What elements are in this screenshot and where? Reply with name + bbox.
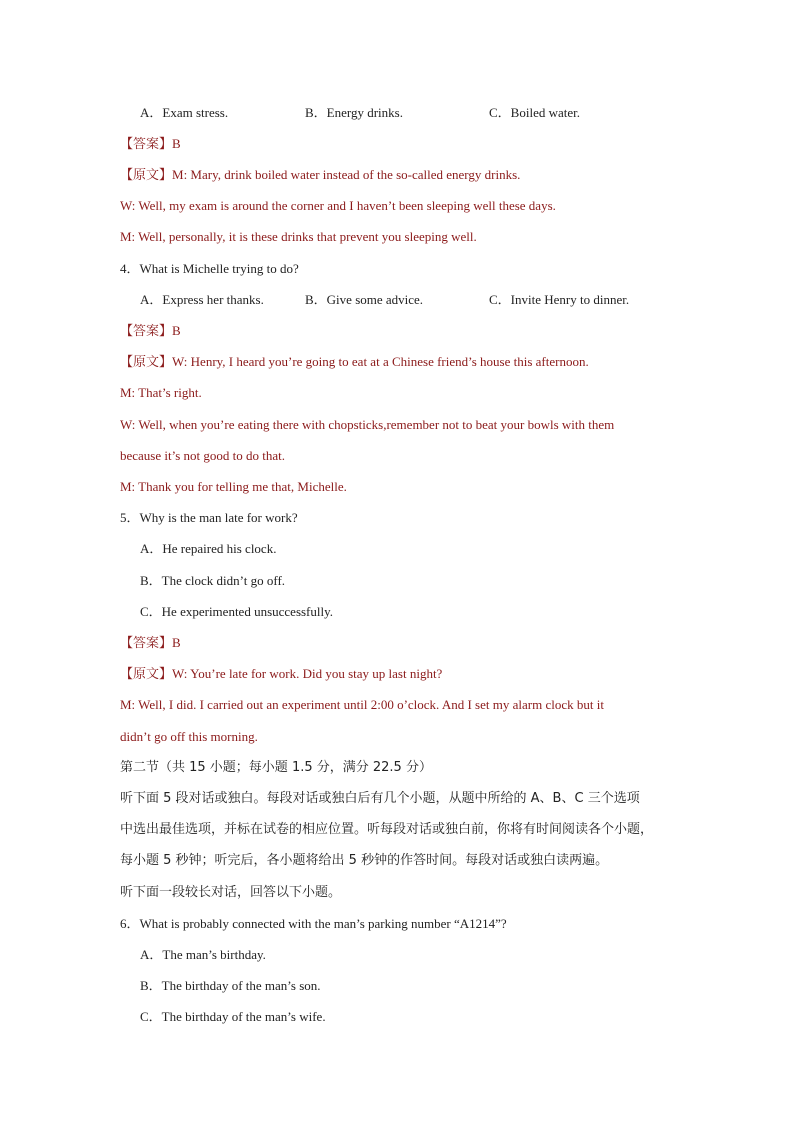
q3-script-line-3: M: Well, personally, it is these drinks that prevent you sleeping well. (120, 229, 477, 244)
answer-tag: 【答案】 (120, 324, 173, 339)
script-tag: 【原文】 (120, 168, 173, 183)
q6-option-a: A．The man’s birthday. (140, 947, 266, 962)
q5-script-line-1 (120, 666, 442, 683)
q5-question: 5．Why is the man late for work? (120, 510, 298, 525)
q4-script-line-1 (120, 354, 589, 371)
section2-lead: 听下面一段较长对话，回答以下小题。 (120, 885, 342, 900)
answer-tag: 【答案】 (120, 636, 173, 651)
script-tag: 【原文】 (120, 667, 173, 682)
q4-script-line-2: M: That’s right. (120, 385, 202, 400)
q4-option-c: C．Invite Henry to dinner. (489, 292, 630, 307)
q5-option-b: B．The clock didn’t go off. (140, 573, 286, 588)
q5-option-a: A．He repaired his clock. (140, 541, 277, 556)
q6-option-c: C．The birthday of the man’s wife. (140, 1009, 326, 1024)
section2-instruction-1: 听下面 5 段对话或独白。每段对话或独白后有几个小题，从题中所给的 A、B、C 三个选项 (120, 791, 640, 806)
q6-option-b: B．The birthday of the man’s son. (140, 978, 321, 993)
q3-script-line-1 (120, 167, 520, 184)
script-tag: 【原文】 (120, 355, 173, 370)
script-text: M: Mary, drink boiled water instead of the so-called energy drinks. (172, 167, 521, 182)
q4-option-a: A．Express her thanks. (140, 292, 264, 307)
q4-question: 4．What is Michelle trying to do? (120, 261, 299, 276)
q6-question: 6．What is probably connected with the man’s parking number “A1214”? (120, 916, 507, 931)
q4-script-line-5: M: Thank you for telling me that, Michelle. (120, 479, 347, 494)
section2-instruction-3: 每小题 5 秒钟；听完后，各小题将给出 5 秒钟的作答时间。每段对话或独白读两遍。 (120, 853, 609, 868)
q5-answer-line (120, 635, 181, 652)
answer-tag: 【答案】 (120, 137, 173, 152)
section2-instruction-2: 中选出最佳选项，并标在试卷的相应位置。听每段对话或独白前，你将有时间阅读各个小题， (120, 822, 654, 837)
answer-value: B (172, 635, 181, 650)
q3-option-a: A．Exam stress. (140, 105, 229, 120)
q4-script-line-3: W: Well, when you’re eating there with chopsticks,remember not to beat your bowls with them (120, 417, 615, 432)
q5-script-line-3: didn’t go off this morning. (120, 729, 258, 744)
q4-answer-line (120, 323, 181, 340)
answer-value: B (172, 323, 181, 338)
q5-script-line-2: M: Well, I did. I carried out an experiment until 2:00 o’clock. And I set my alarm clock but it (120, 697, 604, 712)
q5-option-c: C．He experimented unsuccessfully. (140, 604, 334, 619)
script-text: W: Henry, I heard you’re going to eat at a Chinese friend’s house this afternoon. (172, 354, 589, 369)
q4-option-b: B．Give some advice. (305, 292, 424, 307)
q3-script-line-2: W: Well, my exam is around the corner and I haven’t been sleeping well these days. (120, 198, 556, 213)
q4-script-line-4: because it’s not good to do that. (120, 448, 286, 463)
q3-option-b: B．Energy drinks. (305, 105, 403, 120)
answer-value: B (172, 136, 181, 151)
section2-heading: 第二节（共 15 小题；每小题 1.5 分，满分 22.5 分） (120, 760, 432, 775)
script-text: W: You’re late for work. Did you stay up last night? (172, 666, 443, 681)
q3-answer-line (120, 136, 181, 153)
q3-option-c: C．Boiled water. (489, 105, 580, 120)
